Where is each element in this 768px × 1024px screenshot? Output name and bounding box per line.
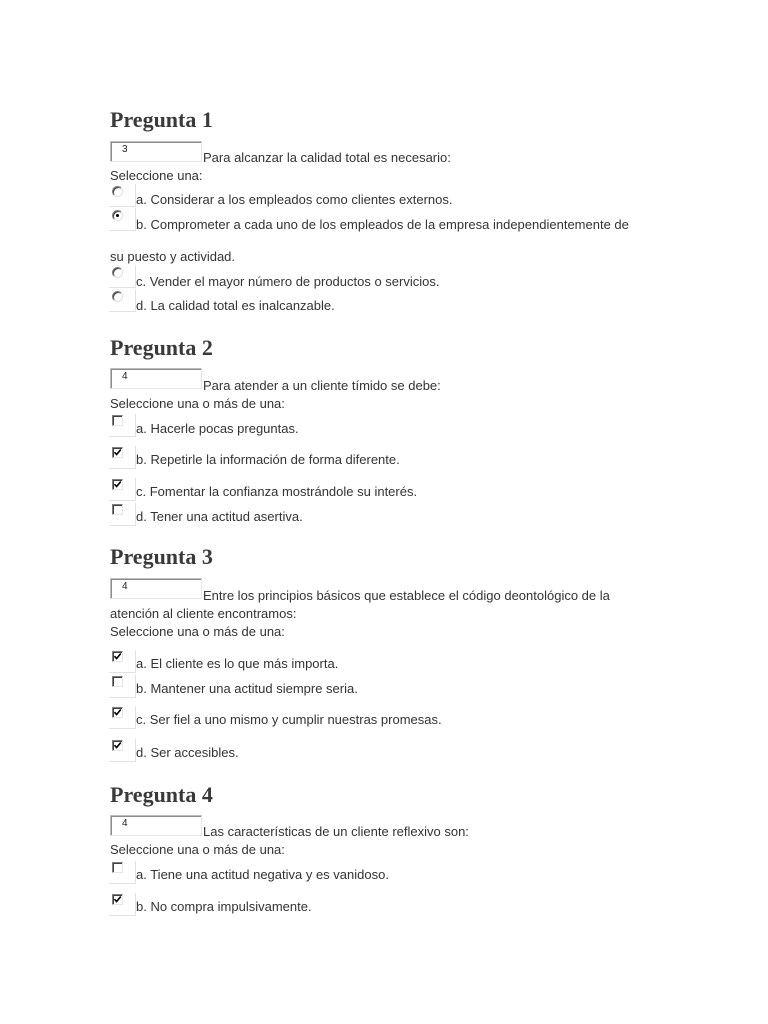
option-checkbox[interactable] xyxy=(109,650,136,673)
score-box xyxy=(110,815,202,836)
score-box xyxy=(110,368,202,389)
checkbox-checked-icon[interactable] xyxy=(112,479,123,490)
option-label: a. Hacerle pocas preguntas. xyxy=(136,421,299,436)
question-text: Las características de un cliente reflexivo son: xyxy=(203,824,469,839)
radio-selected-icon[interactable] xyxy=(112,210,123,221)
checkbox-unchecked-icon[interactable] xyxy=(112,504,123,515)
option-radio[interactable] xyxy=(109,208,136,231)
option-label: c. Ser fiel a uno mismo y cumplir nuestras promesas. xyxy=(136,712,442,727)
option-label: c. Fomentar la confianza mostrándole su interés. xyxy=(136,484,418,499)
question-text: Para alcanzar la calidad total es necesario: xyxy=(203,150,451,165)
score-box xyxy=(110,578,202,599)
question-title: Pregunta 2 xyxy=(110,335,213,360)
score-value: 4 xyxy=(122,581,128,592)
instruction-text: Seleccione una o más de una: xyxy=(110,396,285,411)
option-checkbox[interactable] xyxy=(109,706,136,729)
option-checkbox[interactable] xyxy=(109,861,136,884)
option-checkbox[interactable] xyxy=(109,446,136,469)
checkbox-checked-icon[interactable] xyxy=(112,651,123,662)
checkbox-unchecked-icon[interactable] xyxy=(112,862,123,873)
option-radio[interactable] xyxy=(109,265,136,288)
score-value: 4 xyxy=(122,371,128,382)
option-label: b. Comprometer a cada uno de los empleados de la empresa independientemente de xyxy=(136,217,629,232)
instruction-text: Seleccione una o más de una: xyxy=(110,624,285,639)
question-title: Pregunta 1 xyxy=(110,107,213,132)
option-radio[interactable] xyxy=(109,289,136,312)
option-label: b. Repetirle la información de forma diferente. xyxy=(136,452,400,467)
option-label-continued: su puesto y actividad. xyxy=(110,249,236,264)
score-box xyxy=(110,141,202,162)
radio-unselected-icon[interactable] xyxy=(112,267,123,278)
radio-unselected-icon[interactable] xyxy=(112,186,123,197)
option-label: b. No compra impulsivamente. xyxy=(136,899,312,914)
question-text: Para atender a un cliente tímido se debe: xyxy=(203,378,441,393)
question-text-continued: atención al cliente encontramos: xyxy=(110,606,297,621)
checkbox-checked-icon[interactable] xyxy=(112,447,123,458)
score-value: 3 xyxy=(122,144,128,155)
option-checkbox[interactable] xyxy=(109,503,136,526)
checkbox-checked-icon[interactable] xyxy=(112,740,123,751)
option-label: c. Vender el mayor número de productos o servicios. xyxy=(136,274,440,289)
score-value: 4 xyxy=(122,818,128,829)
option-label: b. Mantener una actitud siempre seria. xyxy=(136,681,358,696)
option-checkbox[interactable] xyxy=(109,893,136,916)
option-checkbox[interactable] xyxy=(109,675,136,698)
option-checkbox[interactable] xyxy=(109,739,136,762)
instruction-text: Seleccione una o más de una: xyxy=(110,842,285,857)
option-label: d. Tener una actitud asertiva. xyxy=(136,509,303,524)
option-label: a. El cliente es lo que más importa. xyxy=(136,656,339,671)
option-label: a. Tiene una actitud negativa y es vanidoso. xyxy=(136,867,389,882)
question-text: Entre los principios básicos que establece el código deontológico de la xyxy=(203,588,610,603)
option-label: a. Considerar a los empleados como clientes externos. xyxy=(136,192,453,207)
checkbox-unchecked-icon[interactable] xyxy=(112,676,123,687)
option-checkbox[interactable] xyxy=(109,414,136,437)
instruction-text: Seleccione una: xyxy=(110,168,203,183)
option-radio[interactable] xyxy=(109,184,136,207)
checkbox-unchecked-icon[interactable] xyxy=(112,415,123,426)
question-title: Pregunta 3 xyxy=(110,544,213,569)
checkbox-checked-icon[interactable] xyxy=(112,894,123,905)
option-label: d. Ser accesibles. xyxy=(136,745,239,760)
option-label: d. La calidad total es inalcanzable. xyxy=(136,298,335,313)
radio-unselected-icon[interactable] xyxy=(112,291,123,302)
option-checkbox[interactable] xyxy=(109,478,136,501)
question-title: Pregunta 4 xyxy=(110,782,213,807)
checkbox-checked-icon[interactable] xyxy=(112,707,123,718)
